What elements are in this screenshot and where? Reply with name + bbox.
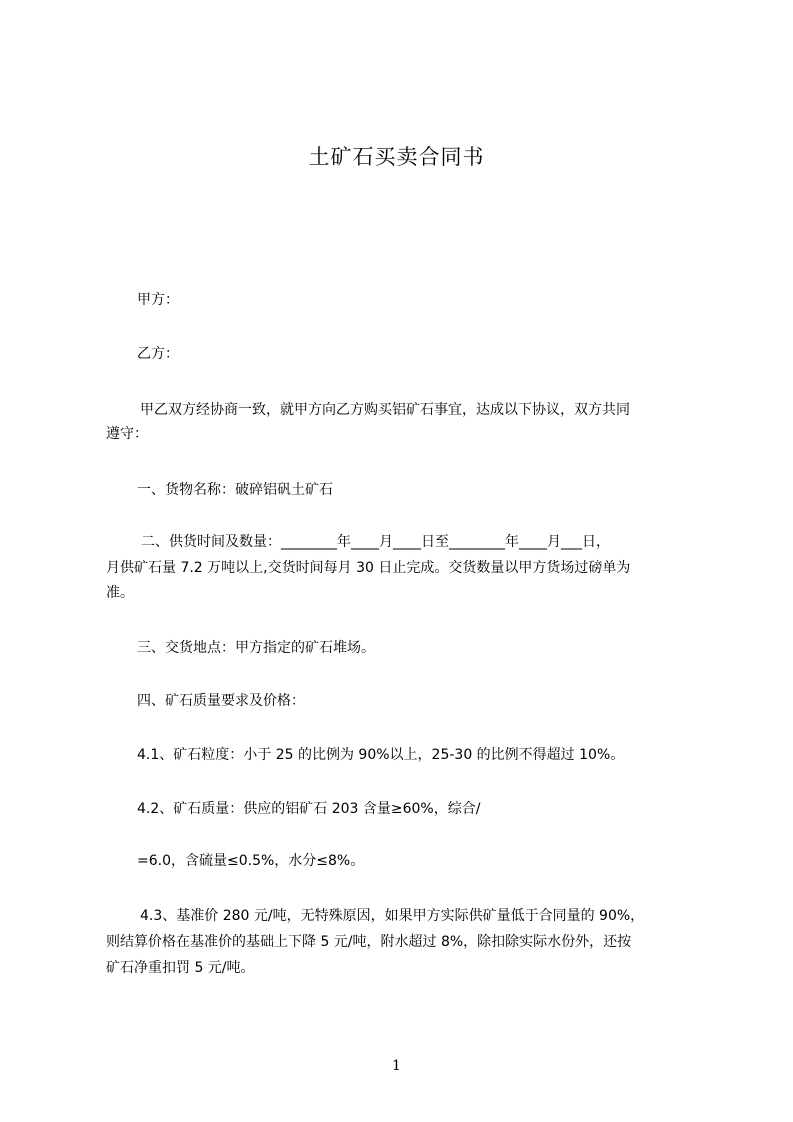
clause-4-2-continued: =6.0，含硫量≤0.5%，水分≤8%。 bbox=[137, 853, 365, 869]
party-a-label: 甲方： bbox=[137, 292, 179, 308]
clause-4-1-particle-size: 4.1、矿石粒度：小于 25 的比例为 90%以上，25-30 的比例不得超过 10%。 bbox=[137, 747, 625, 763]
clause-4-heading: 四、矿石质量要求及价格： bbox=[137, 693, 305, 709]
clause-2-line-3: 准。 bbox=[106, 585, 134, 601]
intro-line-1: 甲乙双方经协商一致，就甲方向乙方购买铝矿石事宜，达成以下协议，双方共同 bbox=[140, 402, 630, 418]
page-number: 1 bbox=[392, 1058, 401, 1074]
intro-line-2: 遵守： bbox=[106, 426, 148, 442]
party-b-label: 乙方： bbox=[137, 346, 179, 362]
clause-2-line-1: 二、供货时间及数量：________年____月____日至________年____月___日， bbox=[141, 534, 610, 550]
clause-3-delivery-location: 三、交货地点：甲方指定的矿石堆场。 bbox=[137, 640, 375, 656]
clause-4-3-line-2: 则结算价格在基准价的基础上下降 5 元/吨，附水超过 8%，除扣除实际水份外，还按 bbox=[106, 934, 632, 950]
document-title: 土矿石买卖合同书 bbox=[308, 145, 485, 169]
clause-4-2-quality: 4.2、矿石质量：供应的铝矿石 203 含量≥60%，综合/ bbox=[137, 801, 481, 817]
clause-4-3-line-3: 矿石净重扣罚 5 元/吨。 bbox=[106, 960, 255, 976]
clause-1-goods-name: 一、货物名称：破碎铝矾土矿石 bbox=[137, 482, 333, 498]
clause-4-3-line-1: 4.3、基准价 280 元/吨，无特殊原因，如果甲方实际供矿量低于合同量的 90%， bbox=[140, 908, 645, 924]
clause-2-line-2: 月供矿石量 7.2 万吨以上,交货时间每月 30 日止完成。交货数量以甲方货场过磅单为 bbox=[106, 560, 631, 576]
